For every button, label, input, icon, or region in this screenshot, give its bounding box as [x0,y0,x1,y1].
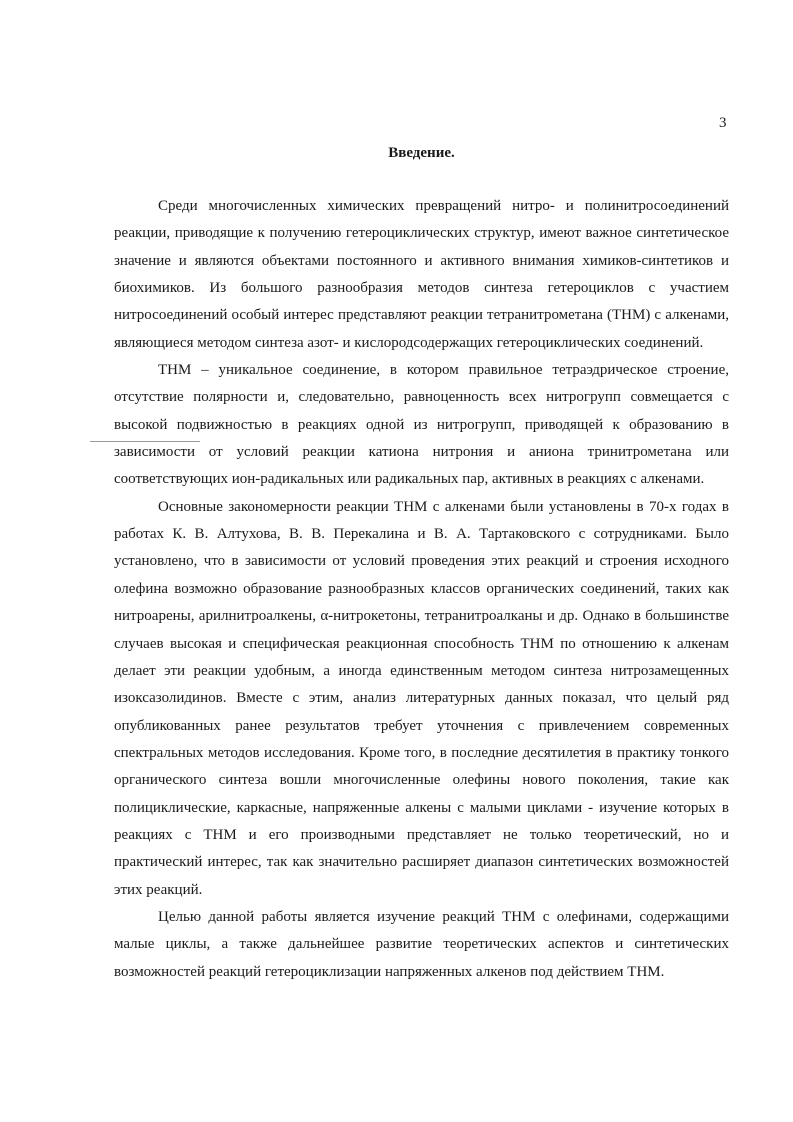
scan-artifact-line [90,441,200,442]
paragraph-goal: Целью данной работы является изучение реакций ТНМ с олефинами, содержащими малые циклы, а также дальнейшее развитие теоретических аспектов и синтетических возможностей реакций гетероциклизации напряженных алкенов под действием ТНМ. [114,908,729,980]
body-text [114,193,729,986]
paragraph-reaction-history: Основные закономерности реакции ТНМ с алкенами были установлены в 70-х годах в работах К. В. Алтухова, В. В. Перекалина и В. А. Тартаковского с сотрудниками. Было установлено, что в зависимости от условий проведения этих реакций и строения исходного олефина возможно образование разнообразных классов органических соединений, таких как нитроарены, арилнитроалкены, α-нитрокетоны, тетранитроалканы и др. Однако в большинстве случаев высокая и специфическая реакционная способность ТНМ по отношению к алкенам делает эти реакции удобным, а иногда единственным методом синтеза нитрозамещенных изоксазолидинов. Вместе с этим, анализ литературных данных показал, что целый ряд опубликованных ранее результатов требует уточнения с привлечением современных спектральных методов исследования. Кроме того, в последние десятилетия в практику тонкого органического синтеза вошли многочисленные олефины нового поколения, такие как полициклические, каркасные, напряженные алкены с малыми циклами - изучение которых в реакциях с ТНМ и его производными представляет не только теоретический, но и практический интерес, так как значительно расширяет диапазон синтетических возможностей этих реакций. [114,498,729,898]
section-title: Введение. [388,145,455,161]
paragraph-intro: Среди многочисленных химических превращений нитро- и полинитросоединений реакции, приводящие к получению гетероциклических структур, имеют важное синтетическое значение и являются объектами постоянного и активного внимания химиков-синтетиков и биохимиков. Из большого разнообразия методов синтеза гетероциклов с участием нитросоединений особый интерес представляют реакции тетранитрометана (ТНМ) с алкенами, являющиеся методом синтеза азот- и кислородсодержащих гетероциклических соединений. [114,198,729,351]
page-number: 3 [719,115,727,131]
paragraph-tnm-properties: ТНМ – уникальное соединение, в котором правильное тетраэдрическое строение, отсутствие полярности и, следовательно, равноценность всех нитрогрупп совмещается с высокой подвижностью в реакциях одной из нитрогрупп, приводящей к образованию в зависимости от условий реакции катиона нитрония и аниона тринитрометана или соответствующих ион-радикальных или радикальных пар, активных в реакциях с алкенами. [114,362,729,488]
